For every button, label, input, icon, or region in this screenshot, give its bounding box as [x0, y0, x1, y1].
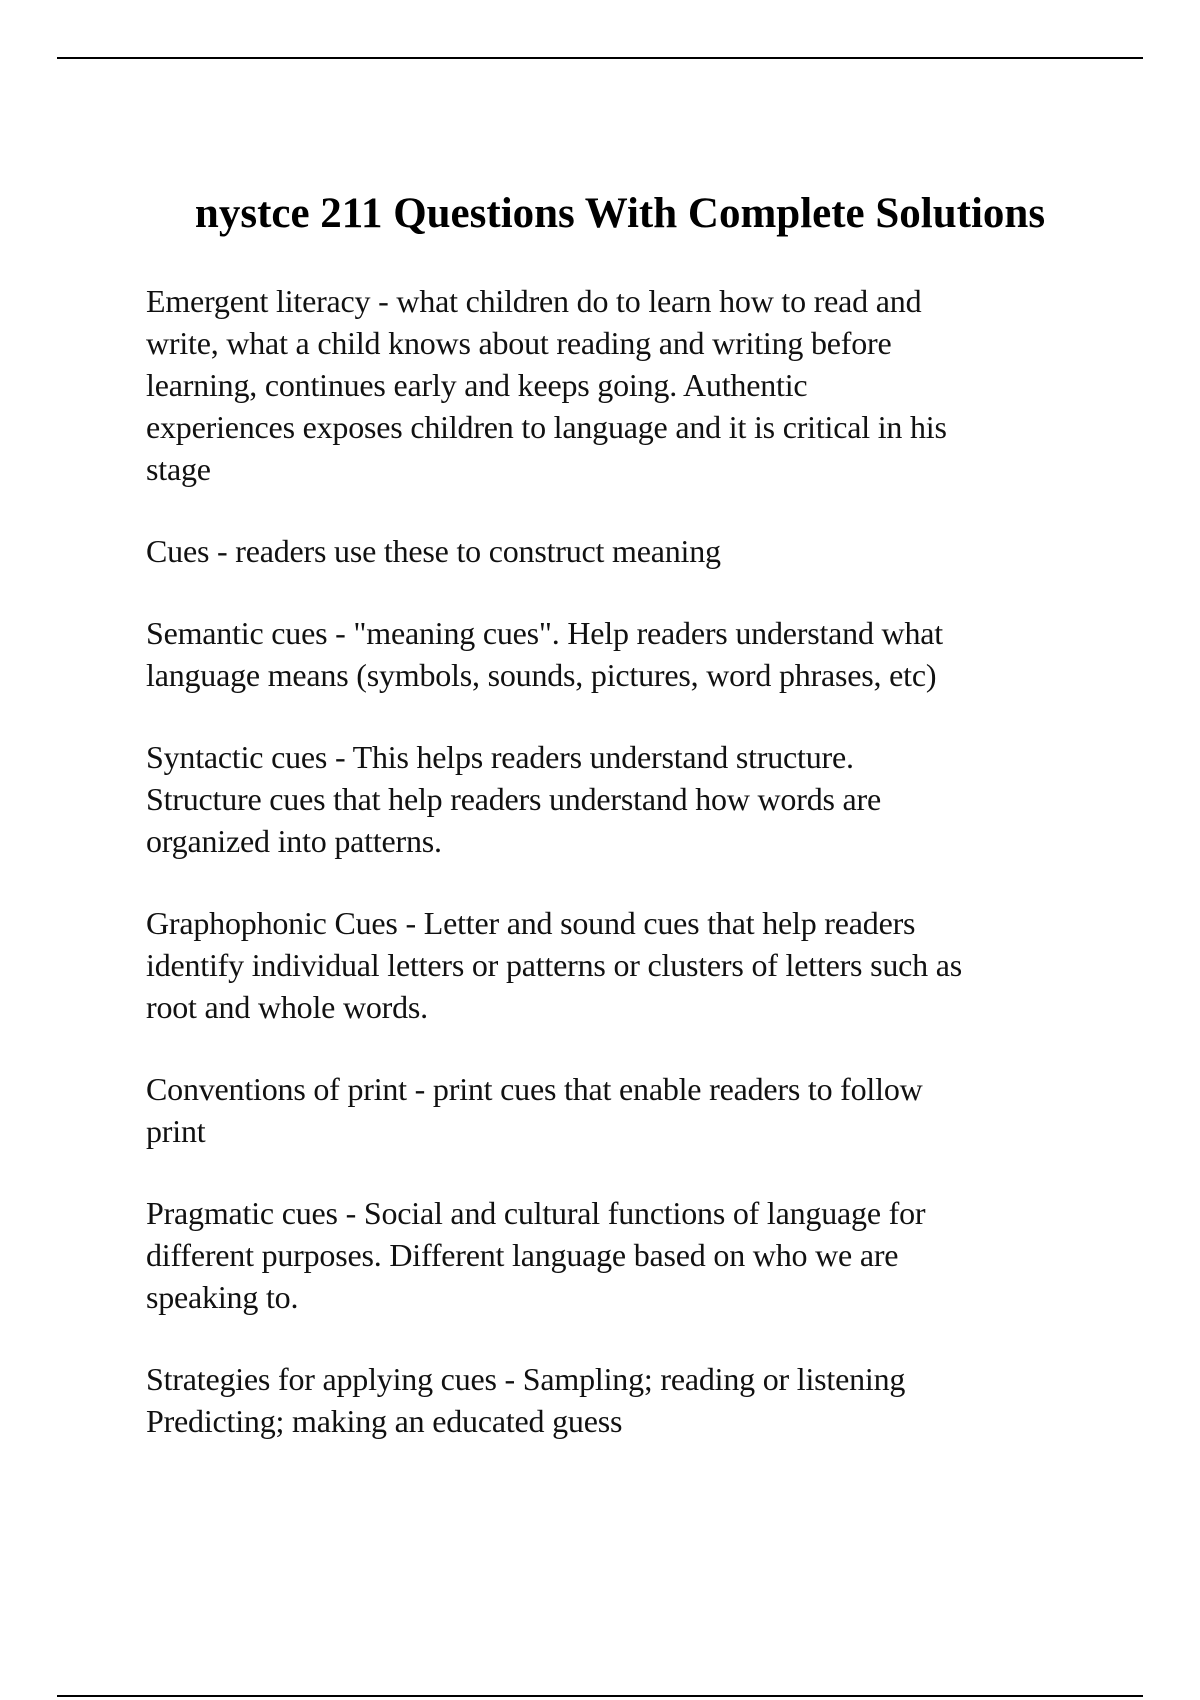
bottom-divider	[57, 1695, 1143, 1697]
entry-line: Emergent literacy - what children do to learn how to read and	[146, 283, 922, 319]
entry-line: Pragmatic cues - Social and cultural functions of language for	[146, 1195, 926, 1231]
entry-line: Strategies for applying cues - Sampling; reading or listening	[146, 1361, 906, 1397]
top-divider	[57, 57, 1143, 59]
entry-line: identify individual letters or patterns or clusters of letters such as	[146, 947, 963, 983]
entry-line: experiences exposes children to language and it is critical in his	[146, 409, 947, 445]
entry-line: write, what a child knows about reading and writing before	[146, 325, 892, 361]
document-title: nystce 211 Questions With Complete Solutions	[194, 190, 1046, 237]
entry-cues	[146, 530, 1106, 572]
entry-line: stage	[146, 451, 211, 487]
entry-conventions-of-print	[146, 1068, 1106, 1152]
entry-semantic-cues	[146, 612, 1106, 696]
entry-line: speaking to.	[146, 1279, 299, 1315]
entry-line: root and whole words.	[146, 989, 428, 1025]
entry-line: different purposes. Different language based on who we are	[146, 1237, 899, 1273]
entry-line: learning, continues early and keeps going. Authentic	[146, 367, 808, 403]
entry-line: Structure cues that help readers understand how words are	[146, 781, 882, 817]
entry-syntactic-cues	[146, 736, 1106, 862]
entry-line: print	[146, 1113, 206, 1149]
flashcard-list	[146, 280, 1106, 1482]
entry-line: Syntactic cues - This helps readers understand structure.	[146, 739, 854, 775]
entry-line: Conventions of print - print cues that enable readers to follow	[146, 1071, 923, 1107]
entry-line: Graphophonic Cues - Letter and sound cues that help readers	[146, 905, 916, 941]
entry-line: language means (symbols, sounds, pictures, word phrases, etc)	[146, 657, 937, 693]
entry-line: Predicting; making an educated guess	[146, 1403, 623, 1439]
entry-graphophonic-cues	[146, 902, 1106, 1028]
entry-line: Cues - readers use these to construct meaning	[146, 533, 721, 569]
entry-emergent-literacy	[146, 280, 1106, 490]
entry-line: Semantic cues - "meaning cues". Help readers understand what	[146, 615, 943, 651]
entry-strategies-for-applying-cues	[146, 1358, 1106, 1442]
entry-line: organized into patterns.	[146, 823, 442, 859]
entry-pragmatic-cues	[146, 1192, 1106, 1318]
